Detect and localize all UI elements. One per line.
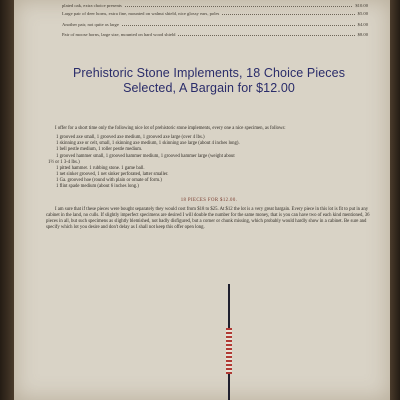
price-list-row [62, 8, 368, 16]
price-list-row [62, 19, 368, 27]
section-heading-line-2: Selected, A Bargain for $12.00 [123, 81, 295, 95]
implement-item: 1 net sinker grooved, 1 net sinker perforated, latter smaller. [56, 172, 169, 178]
price-row-amount: $8.00 [357, 32, 368, 37]
book-spine-edge [0, 0, 14, 400]
implement-item: 1 grooved hammer small, 1 grooved hammer medium, 1 grooved hammer large (weight about [56, 153, 235, 159]
price-row-amount: $10.00 [355, 3, 368, 8]
price-row-description: Pair of moose horns, large size, mounted on hard wood shield [62, 32, 176, 37]
price-row-description: Another pair, not quite as large [62, 22, 119, 27]
price-row-amount: $5.00 [357, 11, 368, 16]
leader-dots [222, 14, 354, 15]
article-body [46, 126, 372, 231]
implement-item: 1 pitted hammer. 1 rubbing stone. 1 game ball. [56, 165, 145, 171]
implement-item-continued: 1½ or 1 3-4 lbs.) [48, 159, 80, 165]
page-shadow-edge [390, 0, 400, 400]
intro-paragraph: I offer for a short time only the following nice lot of prehistoric stone implements, every one a nice specimen, as follows: [55, 126, 286, 131]
price-row-description: Large pair of deer horns, extra fine, mounted on walnut shield, nice glossy ears, poles [62, 11, 220, 16]
price-list-row [62, 0, 368, 8]
implement-item: 1 Ga. grooved hoe (round with plain or ornate of form.) [56, 178, 162, 184]
section-heading-line-1: Prehistoric Stone Implements, 18 Choice Pieces [72, 66, 346, 80]
price-row-description: plated oak, extra choice presents [62, 3, 122, 8]
closing-paragraph: I am sure that if these pieces were bought separately they would cost from $18 to $25. At $12 the lot is a very great bargain. Every piece in this lot is fit to put in any cabinet in the land, no culls. If slightly imperfect specimens are desired I will double the number for the same money, that is you can have two of each kind mentioned, 36 pieces in all, but such specimens as slightly blemished, not badly disfigured, but a corner or chunk missing, which probably would hardly show in a cabinet. Be sure and specify which lot you desire and don't delay as I shall not keep this offer open long. [46, 206, 370, 231]
catalog-page [14, 0, 390, 400]
implement-item: 1 bell pestle medium, 1 roller pestle medium. [56, 147, 143, 153]
implement-item: 1 grooved axe small, 1 grooved axe medium, 1 grooved axe large (over 4 lbs.) [56, 135, 205, 141]
implement-item: 1 flint spade medium (about 6 inches long.) [56, 184, 139, 190]
implement-item: 1 skinning axe or celt, small, 1 skinning axe medium, 1 skinning axe large (about 4 inches long). [56, 141, 240, 147]
leader-dots [178, 35, 354, 36]
leader-dots [122, 25, 355, 26]
striped-ornament [226, 328, 232, 374]
offer-subheading: 18 PIECES FOR $12.00. [180, 197, 238, 203]
price-row-amount: $4.00 [357, 22, 368, 27]
leader-dots [125, 6, 353, 7]
price-list-row [62, 29, 368, 37]
